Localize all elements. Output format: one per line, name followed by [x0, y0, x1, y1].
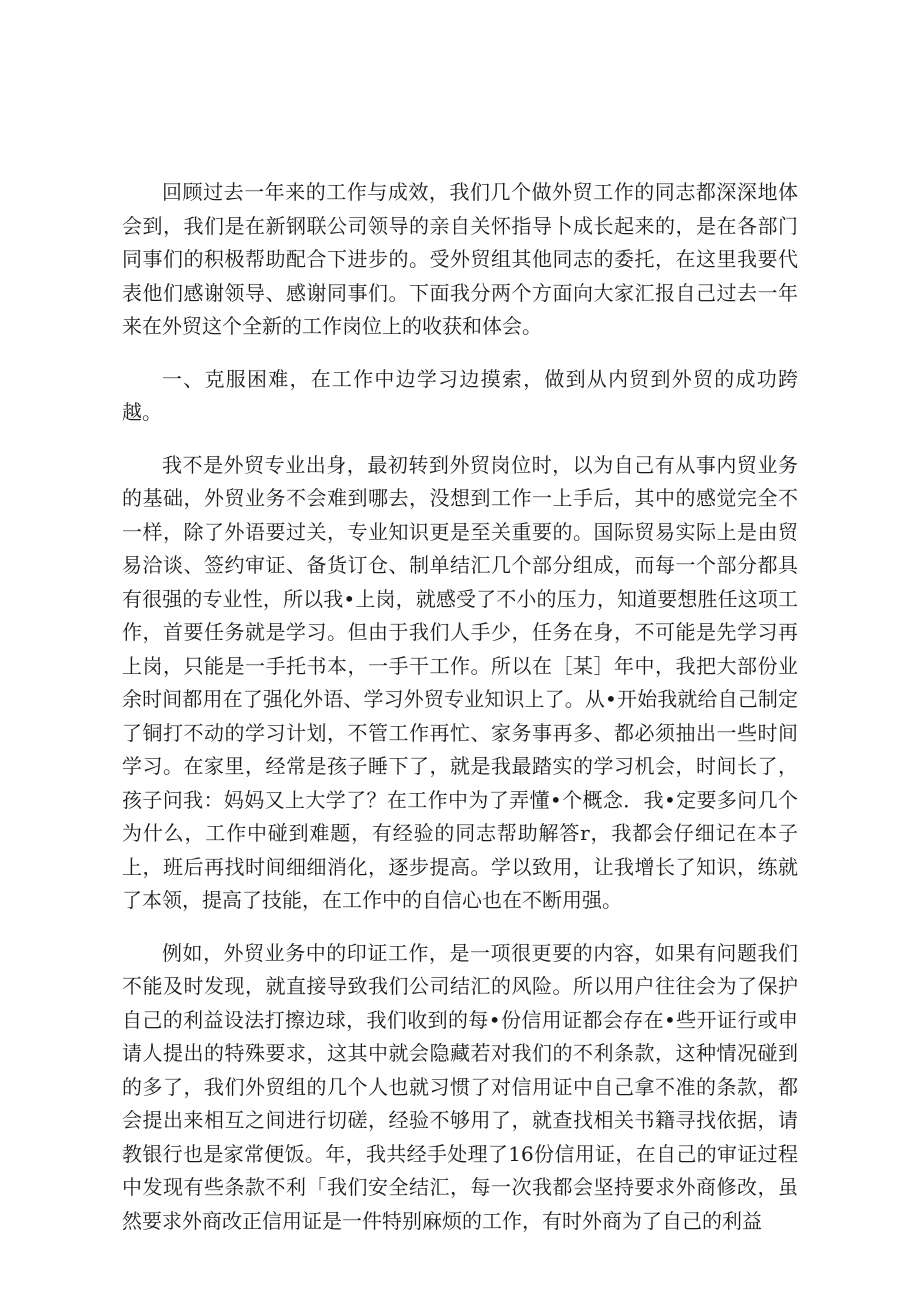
paragraph-example: 例如，外贸业务中的印证工作，是一项很更要的内容，如果有问题我们不能及时发现，就直接导致我们公司结汇的风险。所以用户往往会为了保护自己的利益设法打擦边球，我们收到的每•份信用证都会存在•些开证行或申请人提出的特殊要求，这其中就会隐藏若对我们的不利条款，这种情况碰到的多了，我们外贸组的几个人也就习惯了对信用证中自己拿不准的条款，都会提出来相互之间进行切磋，经验不够用了，就查找相关书籍寻找依据，请教银行也是家常便饭。年，我共经手处理了16份信用证，在自己的审证过程中发现有些条款不利「我们安全结汇，每一次我都会坚持要求外商修改，虽然要求外商改正信用证是一件特别麻烦的工作，有时外商为了自己的利益 — [122, 940, 798, 1233]
paragraph-intro: 回顾过去一年来的工作与成效，我们几个做外贸工作的同志都深深地体会到，我们是在新钢联公司领导的亲自关怀指导卜成长起来的，是在各部门同事们的积极帮助配合下进步的。受外贸组其他同志的委托，在这里我要代表他们感谢领导、感谢同事们。下面我分两个方面向大家汇报自己过去一年来在外贸这个全新的工作岗位上的收获和体会。 — [122, 180, 798, 338]
document-body — [122, 176, 798, 1257]
section-heading: 一、克服困难，在工作中边学习边摸索，做到从内贸到外贸的成功跨越。 — [122, 366, 798, 424]
paragraph-learning: 我不是外贸专业出身，最初转到外贸岗位时，以为自己有从事内贸业务的基础，外贸业务不会难到哪去，没想到工作一上手后，其中的感觉完全不一样，除了外语要过关，专业知识更是至关重要的。国际贸易实际上是由贸易洽谈、签约审证、备货订仓、制单结汇几个部分组成，而每一个部分都具有很强的专业性，所以我•上岗，就感受了不小的压力，知道要想胜任这项工作，首要任务就是学习。但由于我们人手少，任务在身，不可能是先学习再上岗，只能是一手托书本，一手干工作。所以在［某］年中，我把大部份业余时间都用在了强化外语、学习外贸专业知识上了。从•开始我就给自己制定了铜打不动的学习计划，不管工作再忙、家务事再多、都必须抽出一些时间学习。在家里，经常是孩子睡下了，就是我最踏实的学习机会，时间长了，孩子问我：妈妈又上大学了？在工作中为了弄懂•个概念．我•定要多问几个为什么，工作中碰到难题，有经验的同志帮助解答r，我都会仔细记在本子上，班后再找时间细细消化，逐步提高。学以致用，让我增长了知识，练就了本领，提高了技能，在工作中的自信心也在不断用强。 — [122, 452, 798, 912]
